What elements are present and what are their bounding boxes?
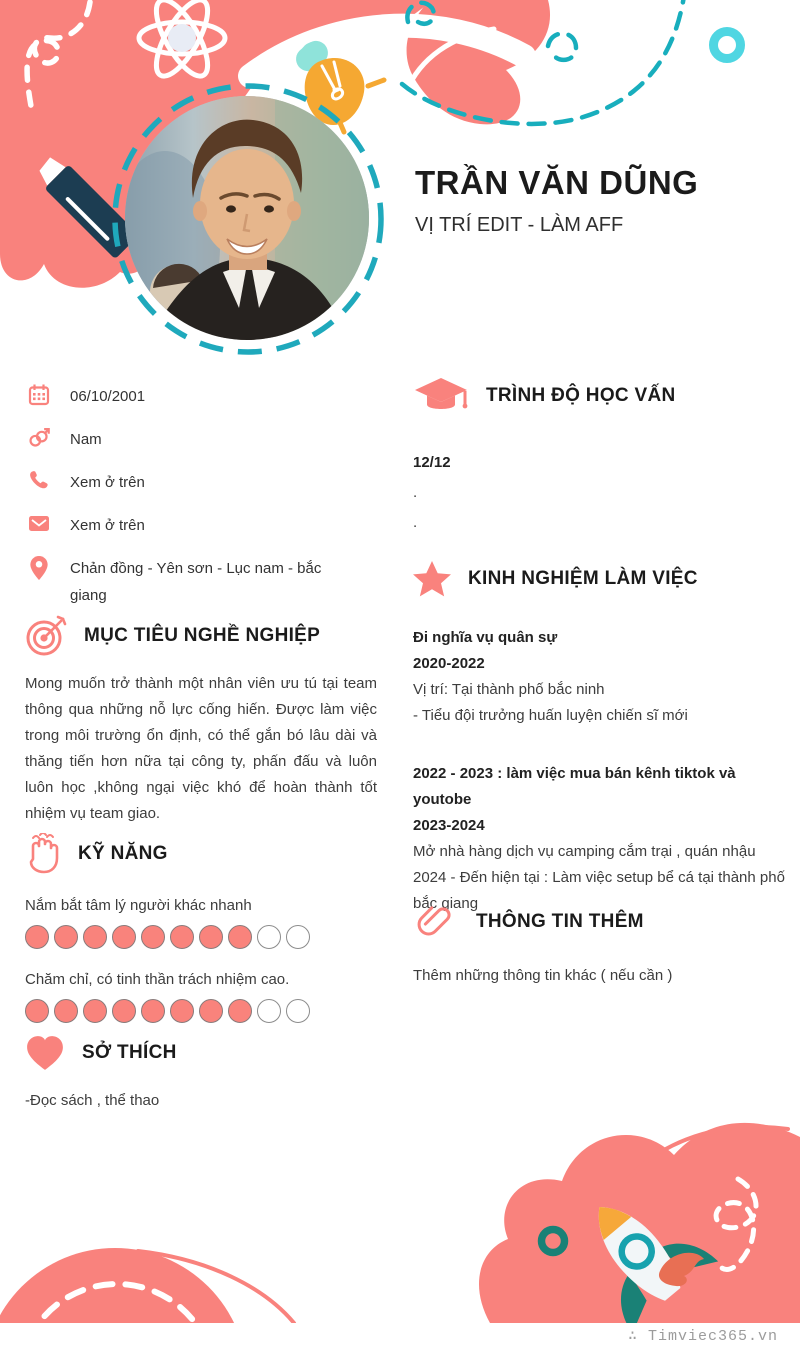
hobbies-body: -Đọc sách , thể thao [25,1092,160,1109]
contact-row [28,383,378,410]
hobbies-heading: SỞ THÍCH [82,1042,177,1063]
skill-dot [25,925,49,949]
skill-dot [170,925,194,949]
additional-info-section [413,899,785,989]
graduation-cap-icon [413,376,469,416]
education-line: 12/12 [413,454,451,471]
skill-dot [228,925,252,949]
calendar-icon [28,384,50,406]
skill-dot [25,999,49,1023]
contact-row [28,555,378,609]
birthdate-value: 06/10/2001 [70,388,146,405]
contact-section [28,383,378,625]
skill-dot [286,925,310,949]
heart-icon [25,1034,65,1072]
experience-entry [413,625,787,729]
watermark: ∴ Timviec365.vn [627,1328,778,1345]
skill-label: Nắm bắt tâm lý người khác nhanh [25,897,252,914]
education-line: . [413,484,418,501]
objective-section [25,615,377,827]
additional-body: Thêm những thông tin khác ( nếu cần ) [413,967,673,984]
phone-value: Xem ở trên [70,474,145,491]
profile-photo [125,96,369,340]
experience-line: 2024 - Đến hiện tại : Làm việc setup bể cá tại thành phố bắc giang [413,869,785,912]
experience-line: Vị trí: Tại thành phố bắc ninh [413,681,605,698]
bottom-decoration [0,1093,800,1323]
education-section [413,376,785,538]
contact-row [28,469,378,496]
education-line: . [413,514,418,531]
objective-heading: MỤC TIÊU NGHỀ NGHIỆP [84,625,321,646]
address-value: Chản đồng - Yên sơn - Lục nam - bắc giang [70,560,322,604]
paperclip-icon [413,899,459,945]
person-name: TRẦN VĂN DŨNG [415,164,699,201]
skill-dot [112,925,136,949]
experience-title: 2022 - 2023 : làm việc mua bán kênh tiktok và youtobe [413,765,736,808]
skill-dot [141,925,165,949]
education-heading: TRÌNH ĐỘ HỌC VẤN [486,385,676,406]
target-icon [25,615,67,657]
contact-row [28,426,378,453]
skill-dot [257,999,281,1023]
person-job-title: VỊ TRÍ EDIT - LÀM AFF [415,214,624,236]
skills-section [25,833,377,1023]
skills-heading: KỸ NĂNG [78,843,168,864]
objective-body: Mong muốn trở thành một nhân viên ưu tú tại team thông qua những nỗ lực cống hiến. Được làm việc trong môi trường ổn định, có thể gắn bó lâu dài và thăng tiến hơn nữa tại công ty, phấn đấu và luôn luôn học ,không ngại việc khó để hoàn thành tốt nhiệm vụ team giao. [25,675,377,822]
skill-dot [54,999,78,1023]
skill-dots [25,999,377,1023]
experience-line: Mở nhà hàng dịch vụ camping cắm trại , quán nhậu [413,843,756,860]
gender-icon [28,427,50,448]
cyan-donut-icon [714,32,741,59]
additional-heading: THÔNG TIN THÊM [476,911,644,932]
email-value: Xem ở trên [70,517,145,534]
experience-period: 2020-2022 [413,655,485,672]
skill-dot [141,999,165,1023]
experience-line: - Tiểu đội trưởng huấn luyện chiến sĩ mới [413,707,688,724]
mail-icon [28,516,50,531]
contact-row [28,512,378,539]
skill-dot [54,925,78,949]
experience-section [413,560,787,917]
skill-dot [83,925,107,949]
experience-title: Đi nghĩa vụ quân sự [413,629,558,646]
skill-dot [112,999,136,1023]
hand-icon [25,833,61,875]
experience-heading: KINH NGHIỆM LÀM VIỆC [468,567,698,589]
skill-dot [170,999,194,1023]
skill-label: Chăm chỉ, có tinh thần trách nhiệm cao. [25,971,290,988]
location-icon [28,556,50,580]
experience-period: 2023-2024 [413,817,485,834]
skill-dot [228,999,252,1023]
skill-dot [257,925,281,949]
skill-dot [199,999,223,1023]
star-icon [413,560,451,597]
skill-dot [199,925,223,949]
skill-dot [83,999,107,1023]
gender-value: Nam [70,431,102,448]
experience-entry [413,761,787,917]
skill-dot [286,999,310,1023]
skill-dots [25,925,377,949]
phone-icon [28,470,50,490]
